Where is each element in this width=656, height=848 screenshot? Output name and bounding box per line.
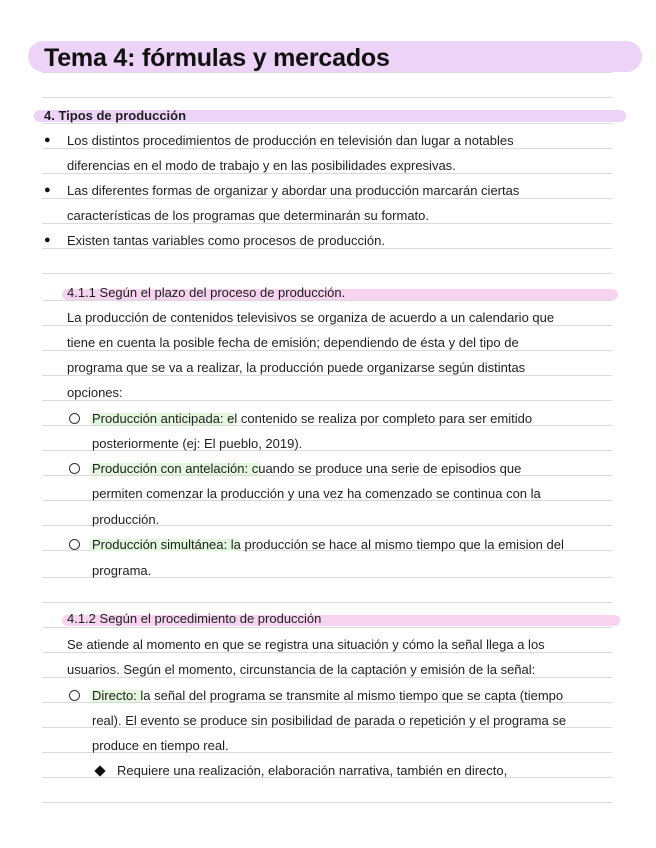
item-3-term: Producción simultánea: bbox=[92, 537, 228, 552]
item-1-term: Producción anticipada: bbox=[92, 411, 224, 426]
bullet-dot-icon: ● bbox=[44, 184, 51, 196]
bullet-dot-icon: ● bbox=[44, 234, 51, 246]
item-2-cont-1: permiten comenzar la producción y una vez ha comenzado se continua con la bbox=[92, 486, 541, 501]
bullet-1-line-2: diferencias en el modo de trabajo y en las posibilidades expresivas. bbox=[67, 158, 456, 173]
item-1-rest: el contenido se realiza por completo para ser emitido bbox=[223, 411, 533, 426]
directo-line-1 bbox=[92, 687, 563, 704]
subsection-1-para-line-2: tiene en cuenta la posible fecha de emisión; dependiendo de ésta y del tipo de bbox=[67, 335, 519, 350]
item-1-line-1 bbox=[92, 410, 532, 427]
circle-bullet-icon bbox=[69, 463, 80, 474]
subsection-2-para-line-2: usuarios. Según el momento, circunstancia de la captación y emisión de la señal: bbox=[67, 662, 536, 677]
directo-cont-1: real). El evento se produce sin posibilidad de parada o repetición y el programa se bbox=[92, 713, 567, 728]
bullet-dot-icon: ● bbox=[44, 134, 51, 146]
circle-bullet-icon bbox=[69, 690, 80, 701]
directo-subitem: Requiere una realización, elaboración narrativa, también en directo, bbox=[117, 763, 508, 778]
item-3-line-1 bbox=[92, 536, 564, 553]
bullet-3-line-1: Existen tantas variables como procesos de producción. bbox=[67, 233, 385, 248]
item-2-rest: cuando se produce una serie de episodios que bbox=[248, 461, 522, 476]
item-3-cont-1: programa. bbox=[92, 563, 152, 578]
item-2-line-1 bbox=[92, 460, 521, 477]
bullet-1-line-1: Los distintos procedimientos de producción en televisión dan lugar a notables bbox=[67, 133, 514, 148]
subsection-2-para-line-1: Se atiende al momento en que se registra una situación y cómo la señal llega a los bbox=[67, 637, 545, 652]
item-2-term: Producción con antelación: bbox=[92, 461, 249, 476]
item-3-rest: la producción se hace al mismo tiempo que la emision del bbox=[227, 537, 564, 552]
directo-cont-2: produce en tiempo real. bbox=[92, 738, 229, 753]
bullet-2-line-1: Las diferentes formas de organizar y abordar una producción marcarán ciertas bbox=[67, 183, 520, 198]
page-title: Tema 4: fórmulas y mercados bbox=[44, 44, 390, 72]
item-1-cont-1: posteriormente (ej: El pueblo, 2019). bbox=[92, 436, 303, 451]
directo-term: Directo: bbox=[92, 688, 137, 703]
subsection-1-para-line-1: La producción de contenidos televisivos se organiza de acuerdo a un calendario que bbox=[67, 310, 555, 325]
section-heading: 4. Tipos de producción bbox=[44, 108, 187, 123]
item-2-cont-2: producción. bbox=[92, 512, 160, 527]
circle-bullet-icon bbox=[69, 539, 80, 550]
subsection-2-heading: 4.1.2 Según el procedimiento de producción bbox=[67, 611, 322, 626]
diamond-bullet-icon bbox=[94, 765, 105, 776]
bullet-2-line-2: características de los programas que determinarán su formato. bbox=[67, 208, 430, 223]
subsection-1-para-line-4: opciones: bbox=[67, 385, 123, 400]
directo-rest: la señal del programa se transmite al mismo tiempo que se capta (tiempo bbox=[136, 688, 564, 703]
subsection-1-para-line-3: programa que se va a realizar, la producción puede organizarse según distintas bbox=[67, 360, 526, 375]
subsection-1-heading: 4.1.1 Según el plazo del proceso de producción. bbox=[67, 285, 346, 300]
circle-bullet-icon bbox=[69, 413, 80, 424]
